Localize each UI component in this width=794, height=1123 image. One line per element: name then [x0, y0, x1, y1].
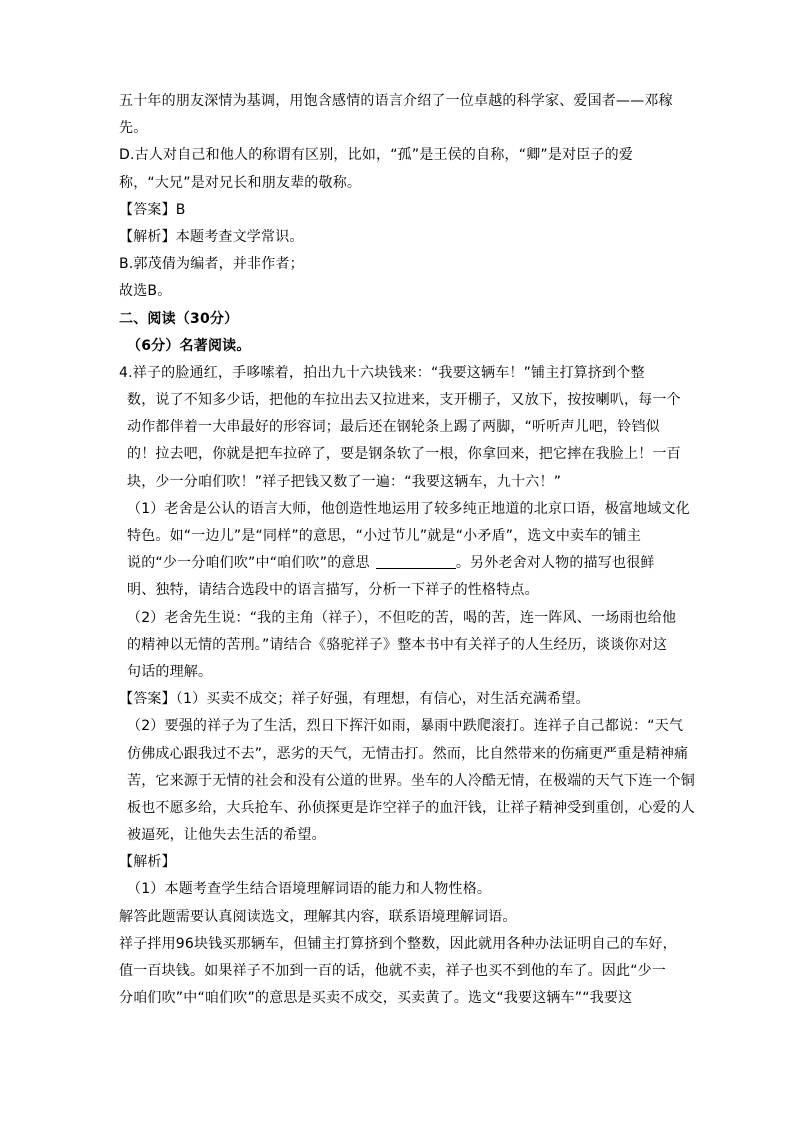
- analysis-label: 【解析】本题考查文学常识。: [119, 228, 304, 245]
- text-line: 五十年的朋友深情为基调，用饱含感情的语言介绍了一位卓越的科学家、爱国者——邓稼: [119, 93, 673, 109]
- text-line: 句话的理解。: [127, 663, 213, 680]
- answer-blank[interactable]: [376, 554, 456, 569]
- document-page: [119, 88, 695, 1012]
- text-line: 祥子拌用96块钱买那辆车，但铺主打算挤到个整数，因此就用各种办法证明自己的车好，: [119, 935, 677, 952]
- analysis-label: 【解析】: [119, 854, 176, 871]
- text-line: 分咱们吹”中“咱们吹”的意思是买卖不成交，买卖黄了。选文“我要这辆车”“我要这: [119, 990, 633, 1007]
- text-line: 先。: [119, 120, 148, 137]
- text-line: B.郭茂倩为编者，并非作者；: [119, 256, 304, 273]
- text-fragment: 。另外老舍对人物的描写也很鲜: [455, 555, 655, 572]
- text-line: [119, 550, 679, 577]
- text-line: 块，少一分咱们吹！”祥子把钱又数了一遍：“我要这辆车，九十六！”: [127, 473, 562, 490]
- text-line: 值一百块钱。如果祥子不加到一百的话，他就不卖，祥子也买不到他的车了。因此“少一: [119, 963, 667, 979]
- answer-label: 【答案】（1）买卖不成交；祥子好强，有理想，有信心，对生活充满希望。: [119, 691, 590, 708]
- text-line: 故选B。: [119, 283, 172, 300]
- subsection-heading: （6分）名著阅读。: [127, 337, 251, 354]
- text-line: 板也不愿多给，大兵抢车、孙侦探更是诈空祥子的血汗钱，让祥子精神受到重创，心爱的人: [127, 799, 695, 816]
- text-line: 称，“大兄”是对兄长和朋友辈的敬称。: [119, 174, 362, 191]
- text-line: 动作都伴着一大串最好的形容词；最后还在钢轮条上踢了两脚，“听听声儿吧，铃铛似: [127, 419, 660, 436]
- text-line: 明、独特，请结合选段中的语言描写，分析一下祥子的性格特点。: [127, 582, 539, 599]
- sub-question-2: （2）老舍先生说：“我的主角（祥子），不但吃的苦，喝的苦，连一阵风、一场雨也给他: [127, 609, 677, 626]
- text-line: （2）要强的祥子为了生活，烈日下挥汗如雨，暴雨中跌爬滚打。连祥子自己都说：“天气: [127, 718, 684, 735]
- sub-question-1: （1）老舍是公认的语言大师，他创造性地运用了较多纯正地道的北京口语，极富地域文化: [127, 500, 690, 517]
- text-line: 数，说了不知多少话，把他的车拉出去又拉进来，支开棚子，又放下，按按喇叭，每一个: [127, 392, 681, 409]
- text-line: （1）本题考查学生结合语境理解词语的能力和人物性格。: [127, 881, 492, 898]
- text-line: 的精神以无情的苦刑。”请结合《骆驼祥子》整本书中有关祥子的人生经历，谈谈你对这: [127, 636, 668, 653]
- text-line: 苦，它来源于无情的社会和没有公道的世界。坐车的人冷酷无情，在极端的天气下连一个铜: [127, 772, 695, 789]
- text-fragment: 说的“少一分咱们吹”中“咱们吹”的意思: [127, 555, 370, 572]
- text-line: 的！拉去吧，你就是把车拉碎了，要是钢条软了一根，你拿回来，把它摔在我脸上！一百: [127, 446, 681, 463]
- option-d: D.古人对自己和他人的称谓有区别，比如，“孤”是王侯的自称，“卿”是对臣子的爱: [119, 147, 634, 164]
- answer-label: 【答案】B: [119, 201, 186, 218]
- text-line: 特色。如“一边儿”是“同样”的意思，“小过节儿”就是“小矛盾”，选文中卖车的铺主: [127, 528, 642, 544]
- text-line: 仿佛成心跟我过不去”，恶劣的天气，无情击打。然而，比自然带来的伤痛更严重是精神痛: [127, 745, 689, 762]
- text-line: 被逼死，让他失去生活的希望。: [127, 827, 326, 844]
- question-4: 4.祥子的脸通红，手哆嗦着，拍出九十六块钱来：“我要这辆车！”铺主打算挤到个整: [119, 364, 645, 381]
- text-line: 解答此题需要认真阅读选文，理解其内容，联系语境理解词语。: [119, 908, 517, 925]
- section-heading: 二、阅读（30分）: [119, 310, 239, 327]
